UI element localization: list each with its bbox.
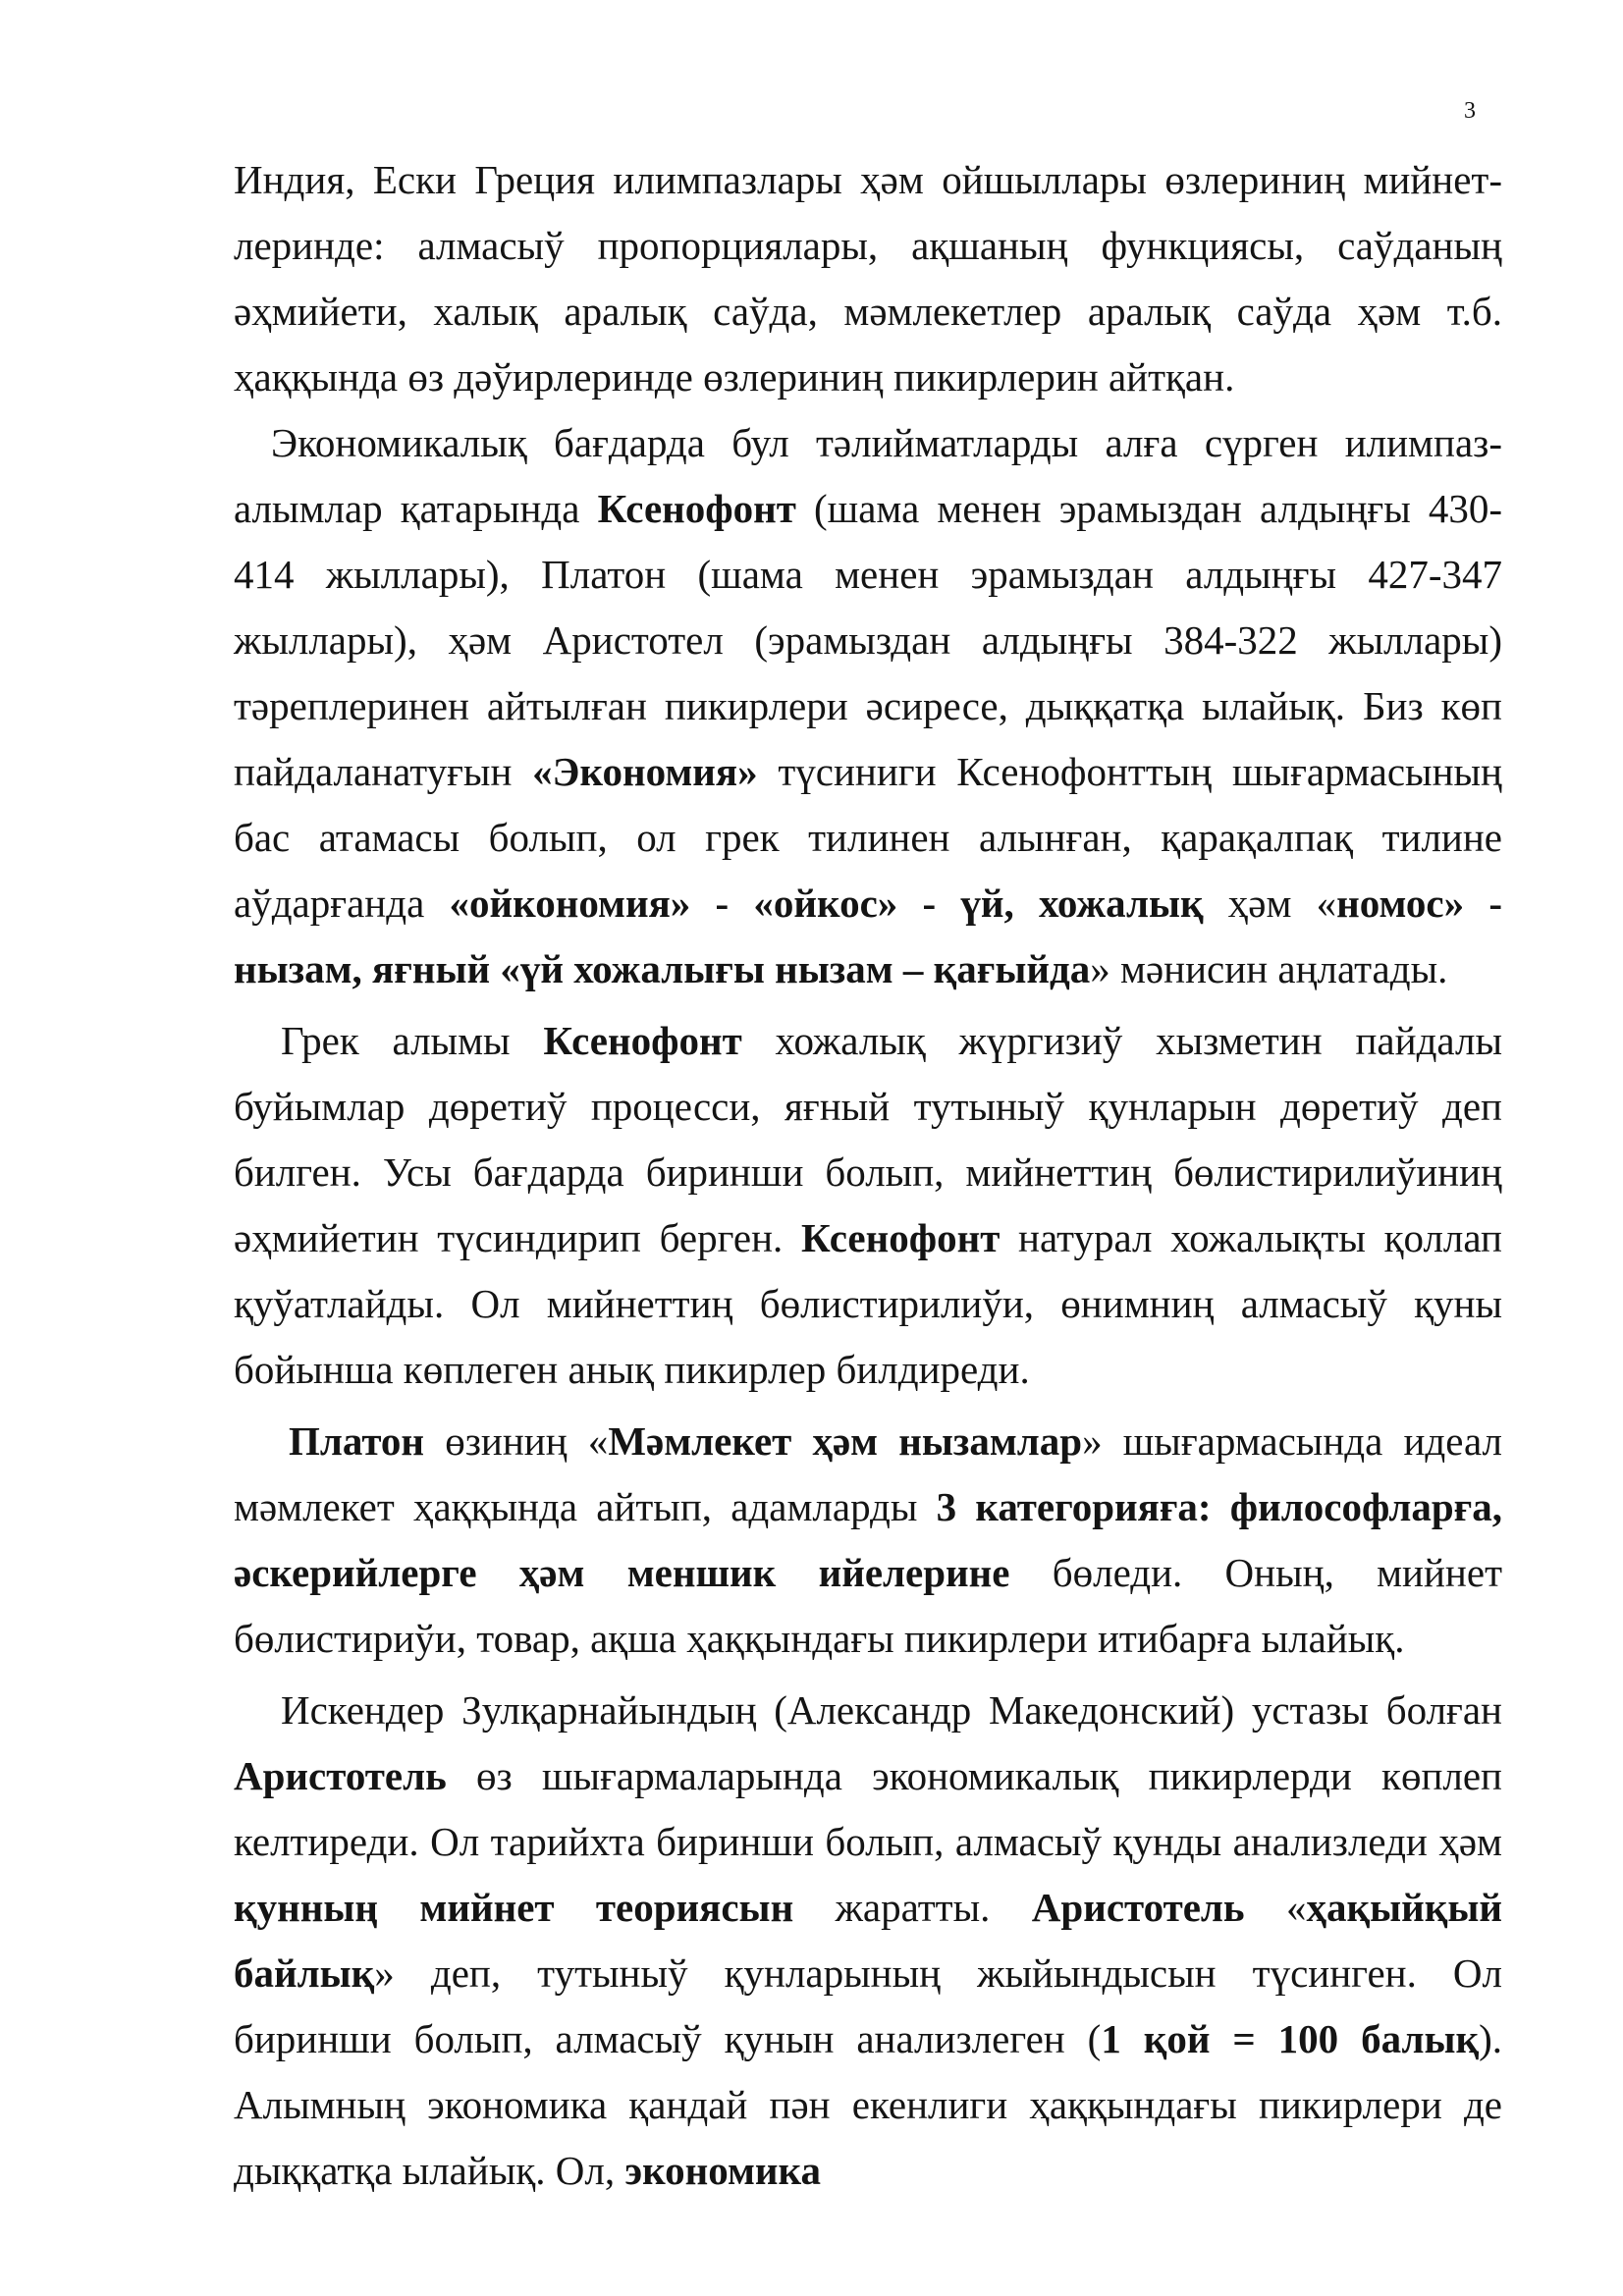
bold-run: «Экономия»: [532, 749, 758, 794]
text-run: өзиниң «: [424, 1418, 609, 1464]
text-run: (шама менен эрамыздан алдыңғы 430-414 жыллары), Платон (шама менен эрамыздан алдыңғы 427-347 жыллары), ҳәм Аристотел (эрамыздан алдыңғы 384-322 жыллары) тәреплеринен айтылған пикирлери әсиресе, дыққатқа ылайық. Биз көп пайдаланатуғын: [234, 486, 1502, 794]
paragraph-2: [234, 410, 1502, 1002]
bold-run: номос» - нызам, яғный «үй хожалығы нызам – қағыйда: [234, 881, 1502, 991]
bold-run: «ойкономия» - «ойкос» - үй, хожалық: [449, 881, 1204, 926]
text-run: жаратты.: [793, 1885, 1032, 1930]
paragraph-1: [234, 147, 1502, 410]
bold-run: Ксенофонт: [597, 486, 796, 531]
bold-run: 3 категорияға: философларға, әскерийлерге ҳәм меншик ийелерине: [234, 1484, 1502, 1595]
text-run: Грек алымы: [281, 1018, 544, 1063]
text-run: » мәнисин аңлатады.: [1090, 946, 1448, 991]
text-run: «: [1244, 1885, 1307, 1930]
text-run: Индия, Ески Греция илимпазлары ҳәм ойшыллары өзлериниң мийнетлеринде: алмасыў пропорциялары, ақшаның функциясы, саўданың әҳмийети, халық аралық саўда, мәмлекетлер аралық саўда ҳәм т.б. ҳаққында өз дәўирлеринде өзлериниң пикирлерин айтқан.: [234, 157, 1502, 400]
paragraph-3: [234, 1008, 1502, 1403]
bold-run: Платон: [289, 1418, 425, 1464]
text-run: ҳәм «: [1203, 881, 1337, 926]
bold-run: экономика: [624, 2148, 822, 2193]
bold-run: Ксенофонт: [543, 1018, 742, 1063]
text-run: » деп, тутыныў қунларының жыйындысын түсинген. Ол биринши болып, алмасыў қунын анализлеген (: [234, 1950, 1502, 2061]
text-run: өз шығармаларында экономикалық пикирлерди көплеп келтиреди. Ол тарийхта биринши болып, алмасыў қунды анализледи ҳәм: [234, 1753, 1502, 1864]
text-run: » шығармасында идеал мәмлекет ҳаққында айтып, адамларды: [234, 1418, 1502, 1529]
text-run: түсиниги Ксенофонттың шығармасының бас атамасы болып, ол грек тилинен алынған, қарақалпақ тилине аўдарғанда: [234, 749, 1502, 926]
bold-run: Мәмлекет ҳәм нызамлар: [608, 1418, 1083, 1464]
bold-run: ҳақыйқый байлық: [234, 1885, 1502, 1996]
text-run: Экономикалық бағдарда бул тәлийматларды алға сүрген илимпаз-алымлар қатарында: [234, 420, 1502, 531]
paragraph-4: [234, 1409, 1502, 1672]
text-run: натурал хожалықты қоллап қуўатлайды. Ол мийнеттиң бөлистирилиўи, өнимниң алмасыў қуны бойынша көплеген анық пикирлер билдиреди.: [234, 1215, 1502, 1392]
bold-run: Ксенофонт: [800, 1215, 1001, 1260]
bold-run: 1 қой = 100 балық: [1101, 2016, 1480, 2061]
document-body: [234, 147, 1502, 2204]
text-run: хожалық жүргизиў хызметин пайдалы буйымлар дөретиў процесси, яғный тутыныў қунларын дөретиў деп билген. Усы бағдарда биринши болып, мийнеттиң бөлистирилиўиниң әҳмийетин түсиндирип берген.: [234, 1018, 1502, 1260]
bold-run: Аристотель: [1031, 1885, 1245, 1930]
text-run: Искендер Зулқарнайындың (Александр Македонский) устазы болған: [281, 1687, 1502, 1733]
bold-run: қунның мийнет теориясын: [234, 1885, 794, 1930]
bold-run: Аристотель: [234, 1753, 447, 1798]
page-number: 3: [1464, 98, 1476, 124]
text-run: бөледи. Оның, мийнет бөлистириўи, товар, ақша ҳаққындағы пикирлери итибарға ылайық.: [234, 1550, 1502, 1661]
text-run: ). Алымның экономика қандай пән екенлиги ҳаққындағы пикирлери де дыққатқа ылайық. Ол,: [234, 2016, 1502, 2193]
paragraph-5: [234, 1678, 1502, 2204]
